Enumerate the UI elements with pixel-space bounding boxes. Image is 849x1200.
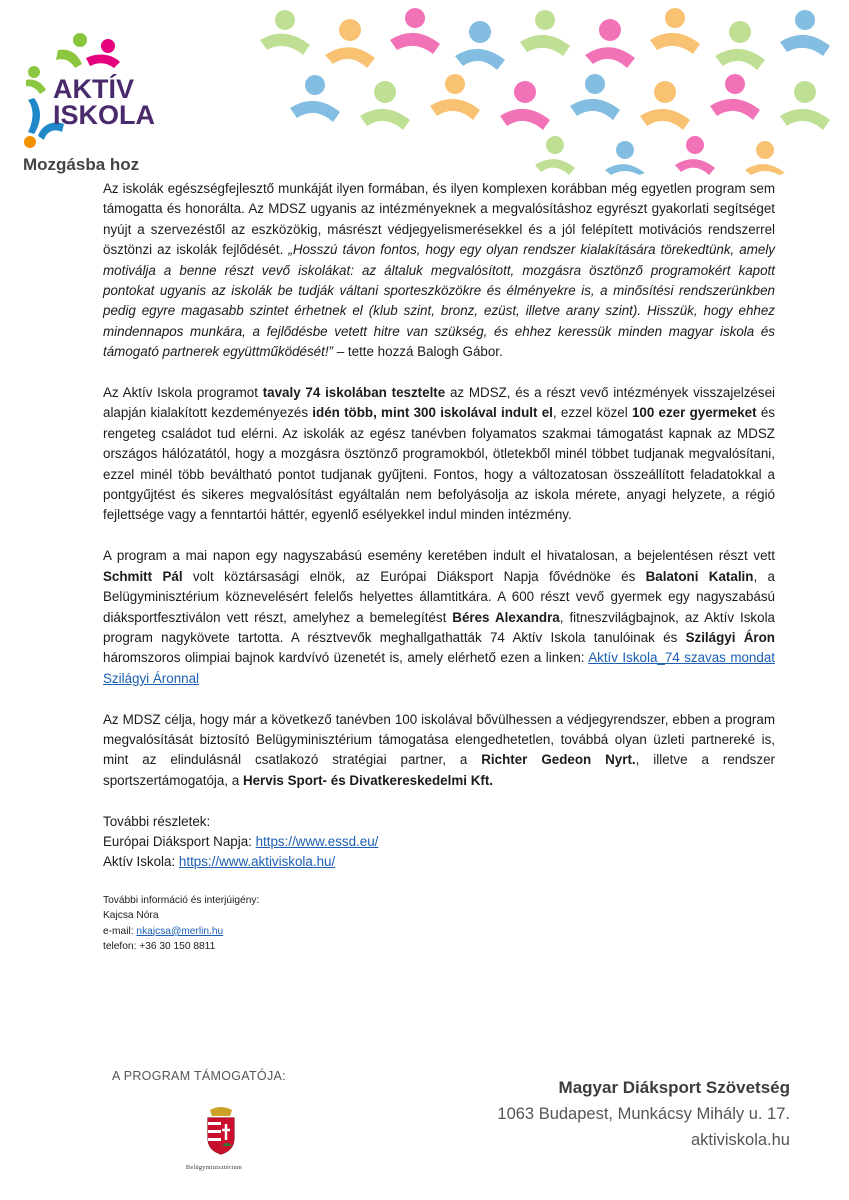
svg-text:ISKOLA: ISKOLA (53, 100, 156, 130)
body-text: és rengeteg családot tud elérni. Az iskolák az egész tanévben folyamatos szakmai támogatást kapnak az MDSZ országos hálózatától, hogy a mozgásra ösztönző programokból, ötletekből minél többet tudjanak megvalósítani, ezzel minél több beváltható pontot tudjanak gyűjteni. Fontos, hogy a változatosan összeállított feladatokkal a pontgyűjtést és sikeres megvalósítást egyáltalán nem befolyásolja az iskola mérete, anyagi helyzete, a régió fejlettsége vagy a fenntartói háttér, egyenlő esélyekkel indul minden intézmény. (103, 405, 775, 523)
body-text: , fitneszvilágbajnok, az Aktív Iskola program nagykövete tartotta. A résztvevők meghallgathatták 74 Aktív Iskola tanulóinak és (103, 609, 775, 645)
svg-text:AKTÍV: AKTÍV (53, 74, 134, 104)
article-body (103, 179, 775, 955)
svg-text:Mozgásba hoz: Mozgásba hoz (23, 155, 140, 174)
body-text: háromszoros olimpiai bajnok kardvívó üzenetét is, amely elérhető ezen a linken: (103, 650, 589, 666)
bold-text: Hervis Sport- és Divatkereskedelmi Kft. (242, 772, 493, 788)
bold-text: idén több, mint 300 iskolával indult el (312, 405, 553, 421)
contact-email-line (103, 924, 775, 940)
body-text: , illetve a rendszer sportszertámogatója, a (103, 752, 775, 788)
body-text: , a Belügyminisztérium köznevelésért felelős helyettes államtitkára. A 600 részt vevő gyermek egy nagyszabású diáksportfesztiválon vett részt, amelyhez a bemelegítést (103, 568, 775, 625)
paragraph (103, 383, 775, 526)
quote-text: „Hosszú távon fontos, hogy egy olyan rendszer kialakítására törekedtünk, amely motiválja a benne részt vevő iskolákat: az általuk megvalósított, mozgásra ösztönző programokért kapott pontokat ugyanis az iskolák be tudják váltani sporteszközökre és élményekre is, a minősítési rendszerünkben pedig egyre magasabb szintet érhetnek el (klub szint, bronz, ezüst, illetve arany szint). Hisszük, hogy ehhez mindennapos munkára, a fejlődésbe vetett hitre van szükség, és ehhez keressük minden magyar iskola és támogató partnerek együttműködését!” (103, 242, 775, 360)
ministry-name: Belügyminisztérium (186, 1164, 242, 1171)
details-heading: További részletek: (103, 813, 211, 829)
organization-info (497, 1075, 790, 1153)
org-address: 1063 Budapest, Munkácsy Mihály u. 17. (497, 1105, 790, 1123)
aktiv-label: Aktív Iskola: (103, 854, 179, 870)
email-label: e-mail: (103, 925, 137, 937)
coat-of-arms-icon (204, 1106, 238, 1156)
bold-text: Béres Alexandra (452, 609, 560, 625)
bold-text: Richter Gedeon Nyrt. (481, 752, 636, 768)
essd-line (103, 832, 775, 852)
body-text: A program a mai napon egy nagyszabású esemény keretében indult el hivatalosan, a bejelentésen részt vett (103, 548, 775, 564)
essd-label: Európai Diáksport Napja: (103, 833, 256, 849)
email-link[interactable]: nkajcsa@merlin.hu (136, 925, 224, 937)
page-footer (0, 1060, 849, 1200)
contact-heading: További információ és interjúigény: (103, 894, 260, 906)
further-details (103, 812, 775, 873)
paragraph (103, 710, 775, 792)
contact-info (103, 893, 775, 955)
body-text: volt köztársasági elnök, az Európai Diáksport Napja fővédnöke és (182, 568, 646, 584)
aktiv-line (103, 852, 775, 872)
paragraph (103, 179, 775, 363)
bold-text: Balatoni Katalin (645, 568, 754, 584)
essd-link[interactable]: https://www.essd.eu/ (255, 833, 379, 849)
decorative-figures-pattern (255, 0, 849, 175)
contact-phone: telefon: +36 30 150 8811 (103, 941, 216, 953)
sponsor-label: A PROGRAM TÁMOGATÓJA: (112, 1069, 286, 1083)
org-website[interactable]: aktiviskola.hu (690, 1131, 790, 1149)
contact-name: Kajcsa Nóra (103, 910, 159, 922)
bold-text: Szilágyi Áron (685, 629, 775, 645)
aktiv-link[interactable]: https://www.aktiviskola.hu/ (178, 854, 336, 870)
body-text: , ezzel közel (552, 405, 632, 421)
org-name: Magyar Diáksport Szövetség (558, 1078, 790, 1097)
bold-text: Schmitt Pál (103, 568, 183, 584)
video-link[interactable]: Aktív Iskola_74 szavas mondat Szilágyi Áronnal (103, 650, 775, 686)
body-text: – tette hozzá Balogh Gábor. (333, 344, 503, 360)
bold-text: 100 ezer gyermeket (631, 405, 757, 421)
ministry-logo (183, 1106, 245, 1176)
page-header (0, 0, 849, 175)
body-text: Az iskolák egészségfejlesztő munkáját ilyen formában, és ilyen komplexen korábban még egyetlen program sem támogatta és honorálta. Az MDSZ ugyanis az intézményeknek a megvalósításhoz egyrészt gyakorlati segítséget nyújt a szervezéstől az eszközökig, másrészt védjegyelismerésekkel és a jól felépített motivációs rendszerrel ösztönzi az iskolák fejlődését. (103, 181, 775, 258)
body-text: Az Aktív Iskola programot (103, 385, 263, 401)
bold-text: tavaly 74 iskolában tesztelte (262, 385, 446, 401)
paragraph (103, 546, 775, 689)
body-text: az MDSZ, és a részt vevő intézmények visszajelzései alapján kialakított kezdeményezés (103, 385, 775, 421)
body-text: Az MDSZ célja, hogy már a következő tanévben 100 iskolával bővülhessen a védjegyrendszer, ebben a program megvalósítását biztosító Belügyminisztérium támogatása elengedhetetlen, továbbá olyan üzleti partnereké is, mint az elindulásnál csatlakozó stratégiai partner, a (103, 711, 775, 768)
aktiv-iskola-logo (20, 28, 170, 178)
